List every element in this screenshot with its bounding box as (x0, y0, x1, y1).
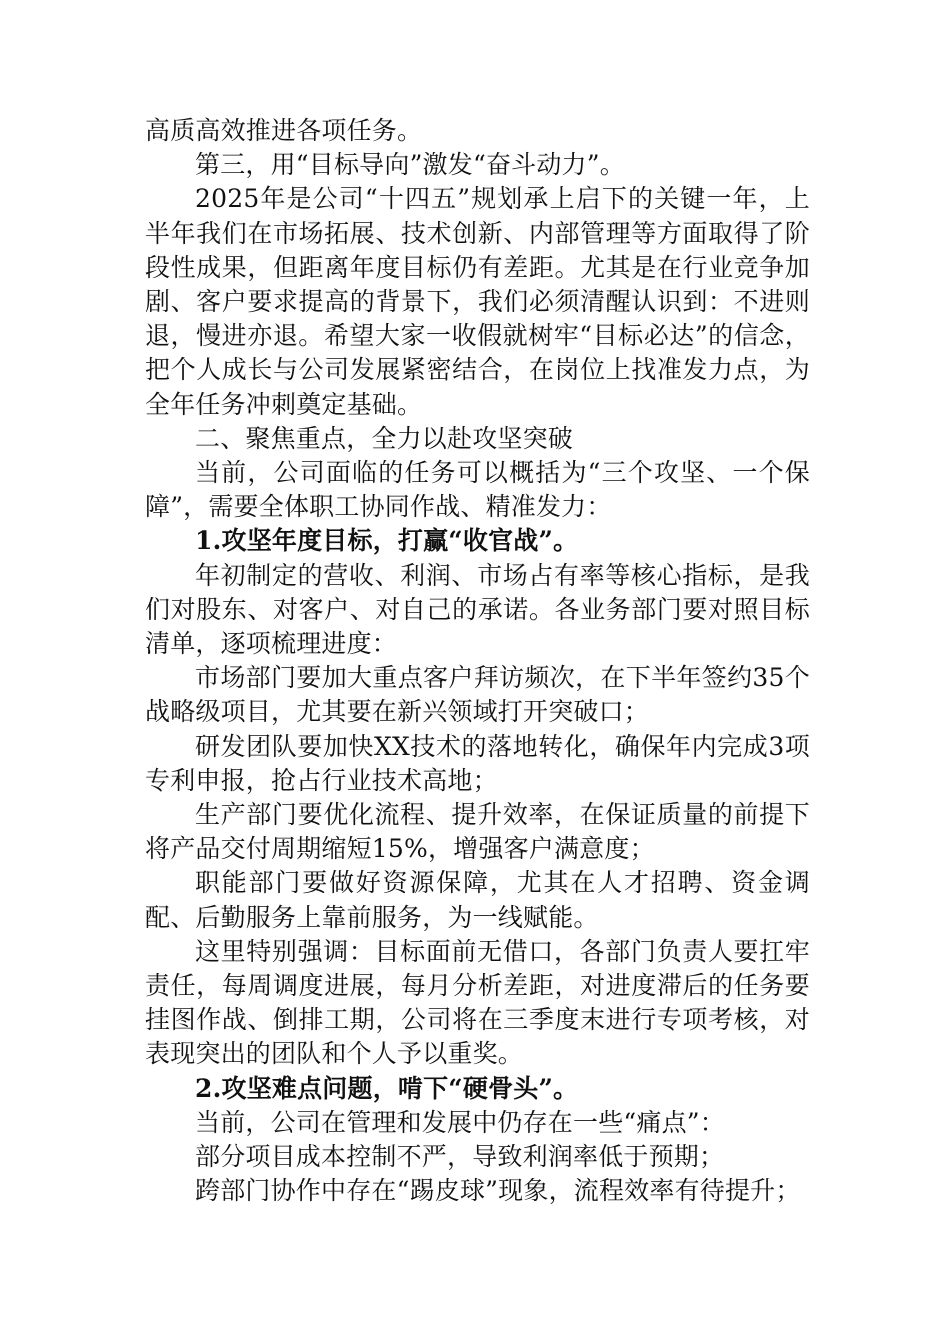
subheading-difficult-problems: 2.攻坚难点问题，啃下“硬骨头”。 (195, 1073, 579, 1103)
document-body (145, 114, 810, 1209)
paragraph-cost-control: 部分项目成本控制不严，导致利润率低于预期； (195, 1142, 725, 1172)
section-heading-two: 二、聚焦重点，全力以赴攻坚突破 (195, 423, 574, 453)
paragraph-point-three-title: 第三，用“目标导向”激发“奋斗动力”。 (195, 150, 625, 180)
paragraph-functional-dept: 职能部门要做好资源保障，尤其在人才招聘、资金调配、后勤服务上靠前服务，为一线赋能。 (145, 868, 810, 932)
paragraph-continuation: 高质高效推进各项任务。 (145, 116, 423, 145)
subheading-annual-targets: 1.攻坚年度目标，打赢“收官战”。 (195, 526, 579, 556)
paragraph-2025-goals: 2025年是公司“十四五”规划承上启下的关键一年，上半年我们在市场拓展、技术创新、内部管理等方面取得了阶段性成果，但距离年度目标仍有差距。尤其是在行业竞争加剧、客户要求提高的背景下，我们必须清醒认识到：不进则退，慢进亦退。希望大家一收假就树牢“目标必达”的信念，把个人成长与公司发展紧密结合，在岗位上找准发力点，为全年任务冲刺奠定基础。 (145, 184, 810, 419)
paragraph-collaboration: 跨部门协作中存在“踢皮球”现象，流程效率有待提升； (195, 1176, 801, 1206)
paragraph-production-dept: 生产部门要优化流程、提升效率，在保证质量的前提下将产品交付周期缩短15%，增强客户满意度； (145, 800, 810, 864)
paragraph-emphasis: 这里特别强调：目标面前无借口，各部门负责人要扛牢责任，每周调度进展，每月分析差距，对进度滞后的任务要挂图作战、倒排工期，公司将在三季度末进行专项考核，对表现突出的团队和个人予以重奖。 (145, 936, 810, 1069)
paragraph-core-indicators: 年初制定的营收、利润、市场占有率等核心指标，是我们对股东、对客户、对自己的承诺。各业务部门要对照目标清单，逐项梳理进度： (145, 560, 810, 659)
paragraph-market-dept: 市场部门要加大重点客户拜访频次，在下半年签约35个战略级项目，尤其要在新兴领域打开突破口； (145, 663, 810, 727)
paragraph-three-tasks: 当前，公司面临的任务可以概括为“三个攻坚、一个保障”，需要全体职工协同作战、精准发力： (145, 458, 810, 522)
paragraph-pain-points: 当前，公司在管理和发展中仍存在一些“痛点”： (195, 1107, 725, 1137)
paragraph-rd-team: 研发团队要加快XX技术的落地转化，确保年内完成3项专利申报，抢占行业技术高地； (145, 731, 810, 795)
